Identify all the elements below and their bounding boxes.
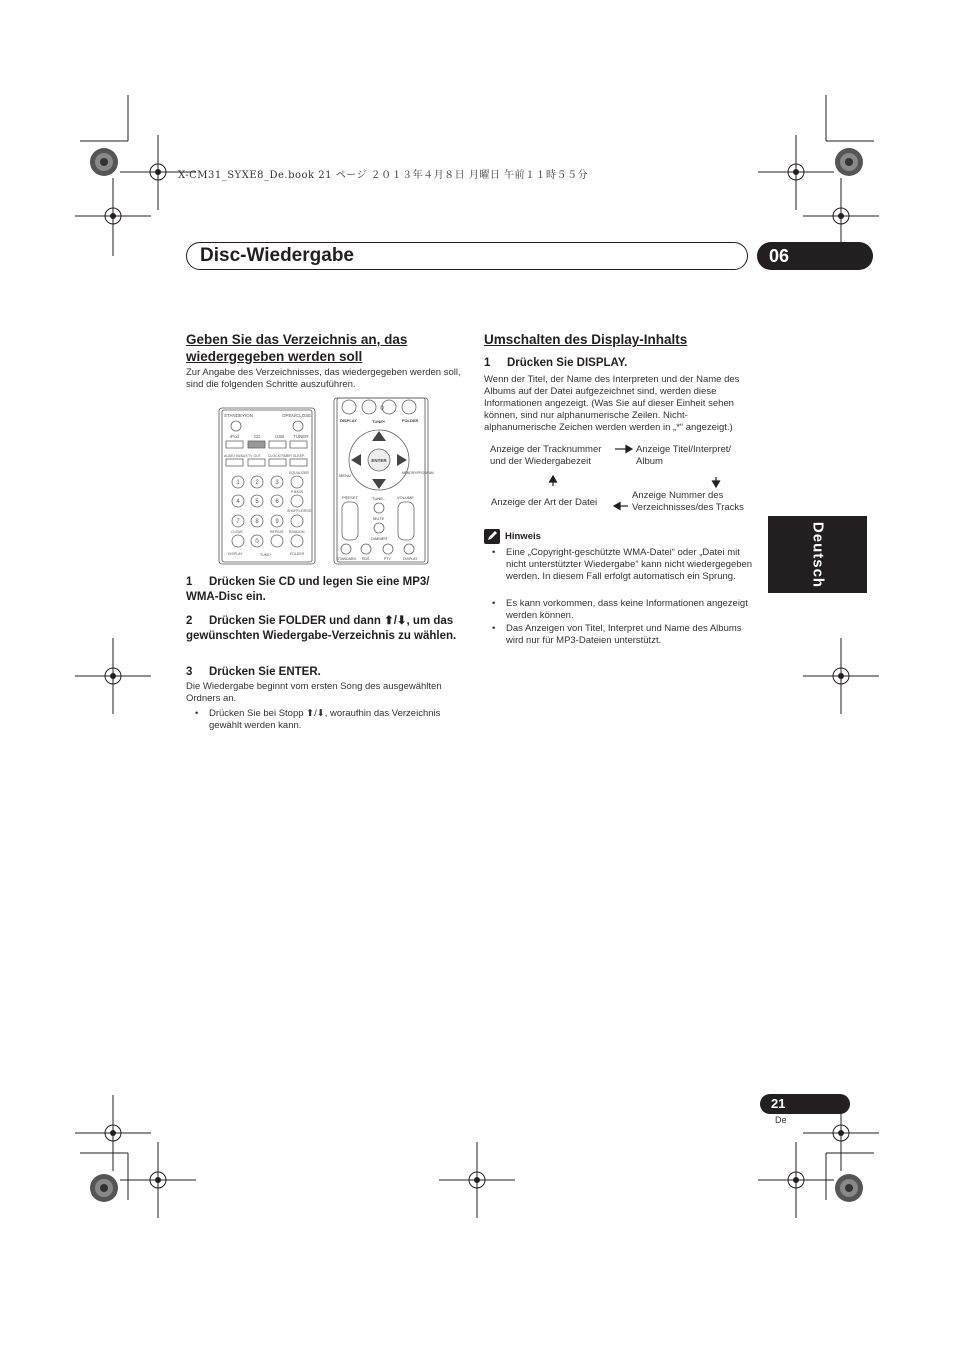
label-tv-out: TV OUT	[248, 454, 261, 458]
remote-control-illustration	[216, 398, 434, 566]
label-folder-left: FOLDER	[290, 552, 305, 556]
step-1-number: 1	[186, 576, 193, 588]
label-ipod: iPod	[230, 434, 240, 439]
label-clear: CLEAR	[231, 530, 243, 534]
label-equalizer: EQUALIZER	[289, 471, 309, 475]
label-standard: STANDARD	[337, 557, 356, 561]
print-info-line: X-CM31_SYXE8_De.book 21 ページ ２０１３年４月８日 月曜日 午前１１時５５分	[178, 170, 589, 181]
key-3: 3	[275, 480, 279, 486]
label-repeat: REPEAT	[270, 530, 284, 534]
bullet-item: • Drücken Sie bei Stopp ⬆/⬇, woraufhin das Verzeichnis gewählt werden kann.	[195, 708, 441, 731]
page-title: Disc-Wiedergabe	[200, 245, 354, 266]
label-folder-right: FOLDER	[402, 418, 419, 423]
label-tune-plus: TUNE+	[372, 419, 386, 424]
display-body-text: Wenn der Titel, der Name des Interpreten und der Name des Albums auf der Datei aufgezeichnet sind, werden diese Informationen angezeigt. (Was Sie auf dieser Einheit sehen können, sind nur alphanumerische Zeilen. Nicht-alphanumerische Zeichen werden werden in „*“ angezeigt.)	[484, 374, 740, 433]
label-mute: MUTE	[373, 516, 385, 521]
pencil-icon	[484, 529, 500, 544]
page-language: De	[775, 1115, 787, 1125]
note-text-3: Das Anzeigen von Titel, Interpret und Name des Albums wird nur für MP3-Dateien unterstützt.	[506, 623, 742, 646]
label-rds: RDS	[362, 557, 370, 561]
flow-folder-track: Anzeige Nummer des Verzeichnisses/des Tracks	[632, 490, 744, 513]
label-display-bottom: DISPLAY	[403, 557, 418, 561]
label-dimmer: DIMMER	[371, 536, 388, 541]
note-text-2: Es kann vorkommen, dass keine Informationen angezeigt werden können.	[506, 598, 748, 621]
language-label: Deutsch	[809, 521, 826, 588]
label-pty: PTY	[384, 557, 391, 561]
language-side-tab	[768, 516, 867, 593]
label-random: RANDOM	[289, 530, 305, 534]
key-2: 2	[255, 480, 259, 486]
flow-title-artist: Anzeige Titel/Interpret/ Album	[636, 444, 732, 467]
step-3-text: Drücken Sie ENTER.	[209, 666, 321, 678]
label-tune-left: TUNE+	[260, 553, 272, 557]
label-pbass: P.BASS	[291, 490, 304, 494]
step-2-text: Drücken Sie FOLDER und dann ⬆/⬇, um das gewünschten Wiedergabe-Verzeichnis zu wählen.	[186, 615, 457, 642]
label-usb: USB	[275, 434, 285, 439]
label-memory: MEMORY/PROGRAM	[402, 471, 434, 475]
flow-arrows	[480, 440, 750, 520]
section-heading-folder: Geben Sie das Verzeichnis an, das wiedergegeben werden soll	[186, 332, 408, 364]
key-6: 6	[275, 499, 279, 505]
intro-text: Zur Angabe des Verzeichnisses, das wiedergegeben werden soll, sind die folgenden Schritte auszuführen.	[186, 367, 461, 390]
flow-track-time: Anzeige der Tracknummer und der Wiedergabezeit	[490, 444, 602, 467]
page-number: 21	[760, 1094, 850, 1114]
label-tuner: TUNER	[293, 434, 309, 439]
right-step-1-text: Drücken Sie DISPLAY.	[507, 357, 628, 369]
step-2	[186, 614, 462, 644]
step-1-text: Drücken Sie CD und legen Sie eine MP3/ WMA-Disc ein.	[186, 576, 430, 603]
right-step-1	[484, 356, 754, 371]
key-7: 7	[236, 519, 240, 525]
label-cd: CD	[254, 434, 261, 439]
label-clock-timer: CLOCK/TIMER	[268, 454, 292, 458]
label-shuffle: SHUFFLE/RDS	[287, 509, 312, 513]
step-2-number: 2	[186, 615, 193, 627]
note-text-1: Eine „Copyright-geschützte WMA-Datei“ oder „Datei mit nicht unterstützter Wiedergabe“ kann nicht wiedergegeben werden. In diesem Fall erfolgt automatisch ein Sprung.	[506, 547, 753, 582]
step-1	[186, 575, 462, 605]
note-item-1: • Eine „Copyright-geschützte WMA-Datei“ oder „Datei mit nicht unterstützter Wiedergabe“ kann nicht wiedergegeben werden. In diesem Fall erfolgt automatisch ein Sprung.	[492, 547, 753, 582]
label-volume: VOLUME	[397, 495, 414, 500]
label-display-right: DISPLAY	[340, 418, 357, 423]
note-item-2: • Es kann vorkommen, dass keine Informationen angezeigt werden können.	[492, 598, 748, 621]
key-zero-right: 0	[380, 406, 384, 412]
key-9: 9	[275, 519, 279, 525]
key-4: 4	[236, 499, 240, 505]
step-3-body: Die Wiedergabe beginnt vom ersten Song des ausgewählten Ordners an.	[186, 681, 442, 704]
label-audio-in: AUDIO IN/AUX	[224, 454, 248, 458]
section-heading-display: Umschalten des Display-Inhalts	[484, 332, 688, 347]
label-menu: MENU	[339, 473, 351, 478]
step-3-number: 3	[186, 666, 193, 678]
flow-file-type: Anzeige der Art der Datei	[491, 497, 598, 508]
key-5: 5	[255, 499, 259, 505]
right-step-1-number: 1	[484, 357, 491, 369]
note-icon	[484, 529, 500, 544]
note-title: Hinweis	[505, 531, 541, 542]
step-3	[186, 665, 462, 680]
label-display-left: DISPLAY	[228, 552, 243, 556]
label-enter: ENTER	[371, 458, 387, 463]
label-open-close: OPEN/CLOSE	[282, 413, 312, 418]
label-standby: STANDBY/ON	[224, 413, 253, 418]
label-sleep: SLEEP	[293, 454, 305, 458]
key-8: 8	[255, 519, 259, 525]
key-1: 1	[236, 480, 240, 486]
key-0: 0	[255, 539, 259, 545]
label-preset: PRESET	[342, 495, 359, 500]
note-item-3: • Das Anzeigen von Titel, Interpret und Name des Albums wird nur für MP3-Dateien unterstützt.	[492, 623, 742, 646]
bullet-text: Drücken Sie bei Stopp ⬆/⬇, woraufhin das Verzeichnis gewählt werden kann.	[209, 708, 441, 731]
label-tune-minus: TUNE–	[372, 496, 386, 501]
chapter-number: 06	[757, 242, 873, 270]
